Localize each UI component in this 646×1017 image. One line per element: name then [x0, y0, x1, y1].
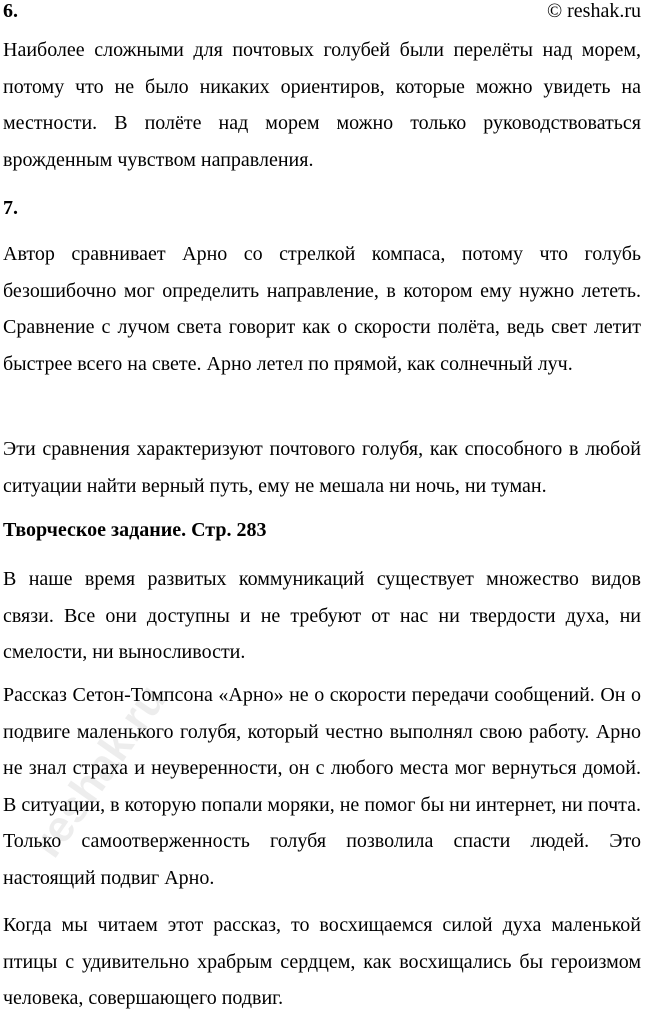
answer-7-paragraph-1: Автор сравнивает Арно со стрелкой компаса, потому что голубь безошибочно мог определить направление, в котором ему нужно лететь. Сравнение с лучом света говорит как о скорости полёта, ведь свет летит быстрее всего на свете. Арно летел по прямой, как солнечный луч. — [3, 243, 641, 375]
creative-paragraph-3: Когда мы читаем этот рассказ, то восхищаемся силой духа маленькой птицы с удивительно храбрым сердцем, как восхищались бы героизмом человека, совершающего подвиг. — [3, 914, 641, 1009]
watermark: reshak.ru — [22, 675, 176, 867]
answer-7-paragraph-2: Эти сравнения характеризуют почтового голубя, как способного в любой ситуации найти верный путь, ему не мешала ни ночь, ни туман. — [3, 438, 641, 497]
task-number-6: 6. — [3, 0, 18, 22]
creative-task-heading: Творческое задание. Стр. 283 — [3, 519, 267, 541]
creative-paragraph-2: Рассказ Сетон-Томпсона «Арно» не о скорости передачи сообщений. Он о подвиге маленького голубя, который честно выполнял свою работу. Арно не знал страха и неуверенности, он с любого места мог вернуться домой. В ситуации, в которую попали моряки, не помог бы ни интернет, ни почта. Только самоотверженность голубя позволила спасти людей. Это настоящий подвиг Арно. — [3, 684, 641, 889]
page-header — [3, 0, 641, 25]
task-number-7: 7. — [3, 197, 18, 219]
creative-paragraph-1: В наше время развитых коммуникаций существует множество видов связи. Все они доступны и не требуют от нас ни твердости духа, ни смелости, ни выносливости. — [3, 568, 641, 663]
answer-6-paragraph: Наиболее сложными для почтовых голубей были перелёты над морем, потому что не было никаких ориентиров, которые можно увидеть на местности. В полёте над морем можно только руководствоваться врожденным чувством направления. — [3, 39, 641, 171]
source-credit: © reshak.ru — [546, 0, 641, 22]
